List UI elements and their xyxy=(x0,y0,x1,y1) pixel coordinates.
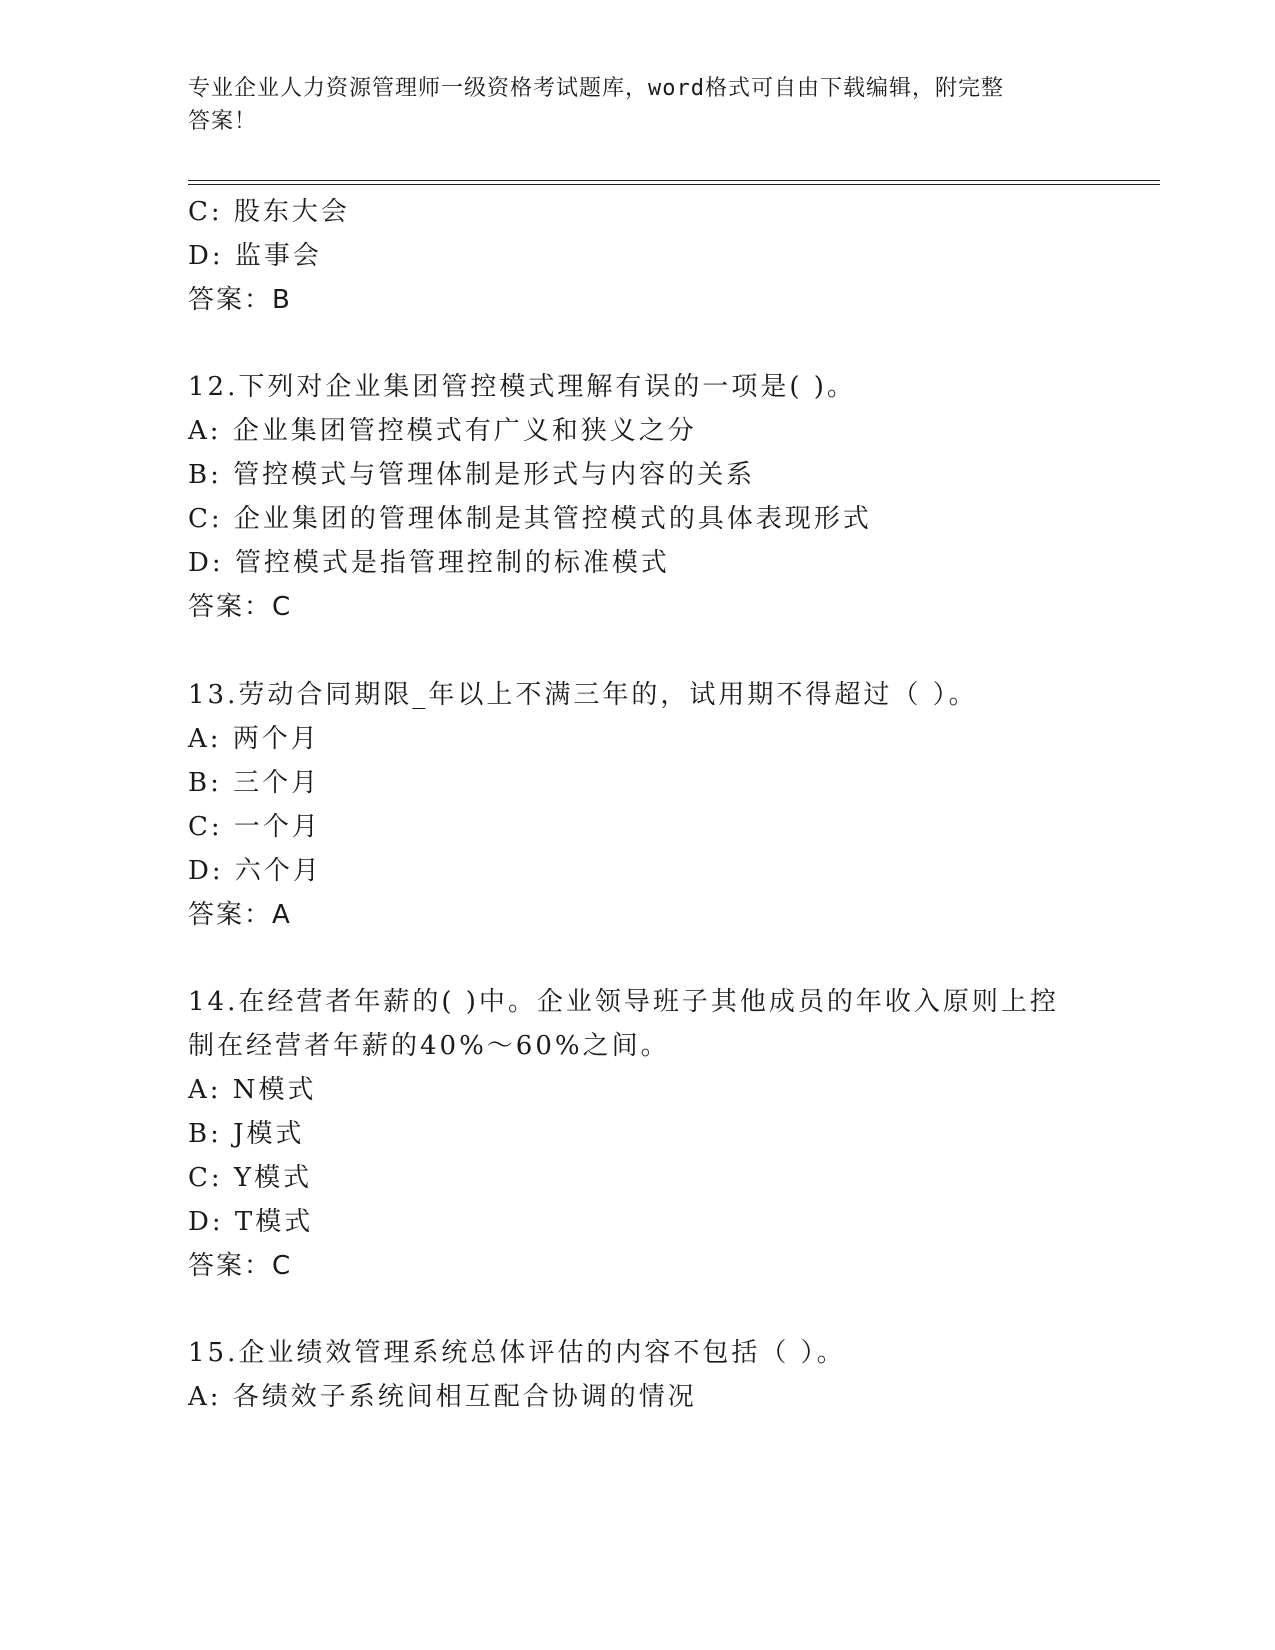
header-line-1: 专业企业人力资源管理师一级资格考试题库，word格式可自由下载编辑，附完整 xyxy=(188,76,1004,101)
q11-option-c: C: 股东大会 xyxy=(188,197,350,227)
q13-option-b: B: 三个月 xyxy=(188,768,321,798)
q13-option-c: C: 一个月 xyxy=(188,812,321,842)
q14-answer: 答案：C xyxy=(188,1251,293,1281)
header-divider-bottom xyxy=(188,184,1160,185)
document-header xyxy=(188,72,1068,138)
q13-option-a: A: 两个月 xyxy=(188,724,320,754)
q14-option-d: D: T模式 xyxy=(188,1207,314,1237)
header-divider-top xyxy=(188,180,1160,181)
header-line-2: 答案！ xyxy=(188,109,258,134)
q14-option-a: A: N模式 xyxy=(188,1075,317,1105)
q15-option-a: A: 各绩效子系统间相互配合协调的情况 xyxy=(188,1382,697,1412)
q12-option-d: D: 管控模式是指管理控制的标准模式 xyxy=(188,548,670,578)
q12-option-b: B: 管控模式与管理体制是形式与内容的关系 xyxy=(188,460,756,490)
q13-answer: 答案：A xyxy=(188,900,292,930)
q11-option-d: D: 监事会 xyxy=(188,241,322,271)
q14-option-b: B: J模式 xyxy=(188,1119,305,1149)
q12-option-a: A: 企业集团管控模式有广义和狭义之分 xyxy=(188,416,697,446)
q14-stem-line-1: 14.在经营者年薪的( )中。企业领导班子其他成员的年收入原则上控 xyxy=(188,987,1059,1017)
q12-option-c: C: 企业集团的管理体制是其管控模式的具体表现形式 xyxy=(188,504,872,534)
q14-option-c: C: Y模式 xyxy=(188,1163,313,1193)
q14-stem-line-2: 制在经营者年薪的40%～60%之间。 xyxy=(188,1031,670,1061)
q15-stem: 15.企业绩效管理系统总体评估的内容不包括（ ）。 xyxy=(188,1338,846,1368)
q13-option-d: D: 六个月 xyxy=(188,856,322,886)
q12-answer: 答案：C xyxy=(188,592,293,622)
q12-stem: 12.下列对企业集团管控模式理解有误的一项是( )。 xyxy=(188,372,856,402)
q13-stem: 13.劳动合同期限_年以上不满三年的，试用期不得超过（ ）。 xyxy=(188,680,978,710)
q11-answer: 答案：B xyxy=(188,285,292,315)
